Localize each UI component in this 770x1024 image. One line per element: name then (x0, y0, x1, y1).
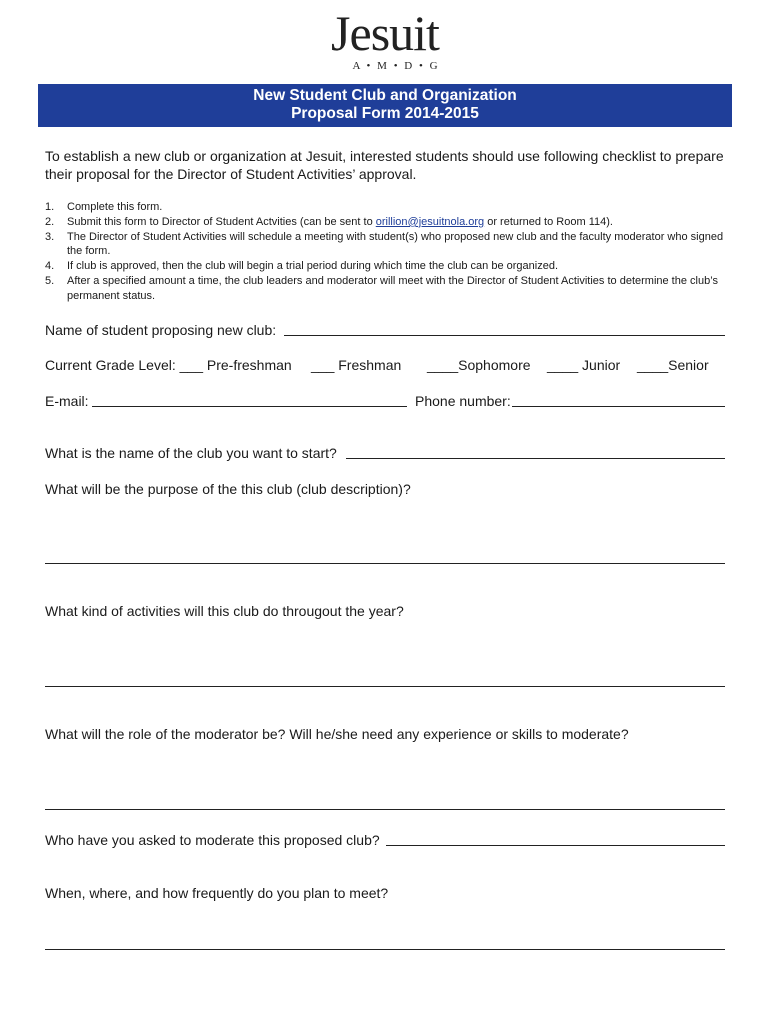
grade-sophomore-option[interactable]: ____Sophomore (427, 357, 531, 373)
email-field[interactable] (92, 406, 407, 407)
item-number: 5. (45, 274, 55, 287)
item-number: 2. (45, 215, 55, 228)
student-name-label: Name of student proposing new club: (45, 322, 277, 338)
item-text: Complete this form. (67, 201, 163, 213)
checklist-item (45, 200, 735, 215)
grade-level-label: Current Grade Level: ___ Pre-freshman (45, 357, 292, 373)
email-link[interactable]: orillion@jesuitnola.org (375, 215, 485, 228)
logo-wordmark: Jesuit (331, 5, 439, 61)
meeting-question: When, where, and how frequently do you plan to meet? (45, 885, 389, 901)
title-line-1: New Student Club and Organization (253, 87, 517, 104)
checklist-item (45, 215, 735, 230)
club-name-field[interactable] (346, 458, 725, 459)
moderator-asked-question: Who have you asked to moderate this proposed club? (45, 832, 380, 848)
item-text: After a specified amount a time, the club leaders and moderator will meet with the Director of Student Activities to determine the club’s permanent status. (67, 274, 718, 302)
logo-motto: A • M • D • G (352, 60, 440, 72)
checklist-item (45, 259, 735, 274)
title-banner (38, 84, 732, 127)
activities-answer-line[interactable] (45, 686, 725, 687)
item-text: Submit this form to Director of Student Actvities (can be sent to (67, 215, 376, 228)
grade-freshman-option[interactable]: ___ Freshman (311, 357, 402, 373)
intro-paragraph: To establish a new club or organization at Jesuit, interested students should use following checklist to prepare their proposal for the Director of Student Activities’ approval. (45, 148, 724, 182)
grade-junior-option[interactable]: ____ Junior (547, 357, 621, 373)
purpose-question: What will be the purpose of the this club (club description)? (45, 481, 411, 497)
activities-question: What kind of activities will this club do througout the year? (45, 603, 404, 619)
phone-field[interactable] (512, 406, 725, 407)
item-text: The Director of Student Activities will schedule a meeting with student(s) who proposed new club and the faculty moderator who signed the form. (67, 230, 724, 258)
moderator-role-question: What will the role of the moderator be? Will he/she need any experience or skills to moderate? (45, 726, 629, 742)
item-number: 3. (45, 230, 55, 243)
item-text-tail: or returned to Room 114). (484, 215, 613, 228)
item-number: 1. (45, 201, 55, 213)
grade-senior-option[interactable]: ____Senior (637, 357, 709, 373)
item-number: 4. (45, 260, 55, 273)
checklist-item (45, 230, 735, 260)
club-name-question: What is the name of the club you want to start? (45, 445, 337, 461)
moderator-asked-field[interactable] (386, 845, 725, 846)
moderator-role-answer-line[interactable] (45, 809, 725, 810)
email-label: E-mail: (45, 393, 89, 409)
meeting-answer-line[interactable] (45, 949, 725, 950)
checklist-item (45, 274, 735, 304)
purpose-answer-line[interactable] (45, 563, 725, 564)
student-name-field[interactable] (284, 335, 725, 336)
checklist (45, 200, 735, 304)
jesuit-logo (324, 5, 446, 82)
item-text: If club is approved, then the club will begin a trial period during which time the club can be organized. (67, 260, 559, 273)
title-line-2: Proposal Form 2014-2015 (291, 105, 479, 122)
phone-label: Phone number: (415, 393, 511, 409)
